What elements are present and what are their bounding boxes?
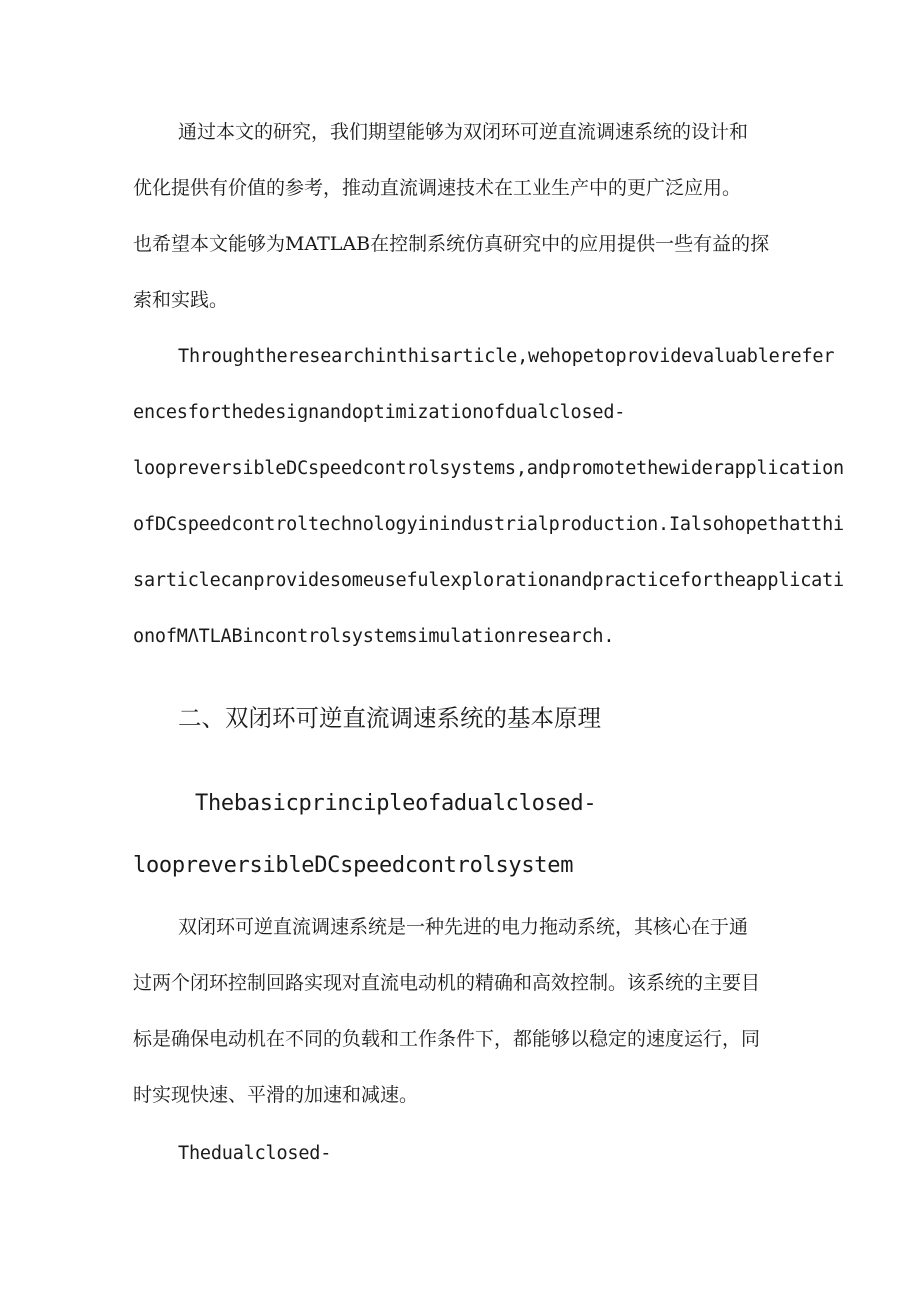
paragraph-line: 优化提供有价值的参考，推动直流调速技术在工业生产中的更广泛应用。	[133, 177, 742, 199]
heading-line: Thebasicprincipleofadualclosed-	[195, 791, 597, 816]
heading-line: loopreversibleDCspeedcontrolsystem	[133, 853, 574, 878]
paragraph-line: Throughtheresearchinthisarticle,wehopetoprovidevaluablerefer	[178, 346, 835, 367]
paragraph-line: 双闭环可逆直流调速系统是一种先进的电力拖动系统，其核心在于通	[178, 916, 749, 938]
paragraph-line: 过两个闭环控制回路实现对直流电动机的精确和高效控制。该系统的主要目	[133, 972, 761, 994]
paragraph-line: Thedualclosed-	[178, 1143, 332, 1164]
paragraph-line: sarticlecanprovidesomeusefulexplorationandpracticefortheapplicati	[133, 570, 844, 591]
paragraph-line: ofDCspeedcontroltechnologyinindustrialproduction.Ialsohopethatthi	[133, 514, 844, 535]
paragraph-line: 标是确保电动机在不同的负载和工作条件下，都能够以稳定的速度运行，同	[133, 1028, 761, 1050]
paragraph-line: 通过本文的研究，我们期望能够为双闭环可逆直流调速系统的设计和	[178, 121, 749, 143]
paragraph-line: 时实现快速、平滑的加速和减速。	[133, 1084, 419, 1106]
section-heading-chinese: 二、双闭环可逆直流调速系统的基本原理	[178, 704, 601, 732]
paragraph-line: loopreversibleDCspeedcontrolsystems,andpromotethewiderapplication	[133, 458, 844, 479]
paragraph-line: 索和实践。	[133, 289, 229, 311]
paragraph-line: 也希望本文能够为MATLAB在控制系统仿真研究中的应用提供一些有益的探	[133, 233, 770, 255]
paragraph-line: onofMΛTLABincontrolsystemsimulationresearch.	[133, 626, 615, 647]
paragraph-line: encesforthedesignandoptimizationofdualclosed-	[133, 402, 626, 423]
